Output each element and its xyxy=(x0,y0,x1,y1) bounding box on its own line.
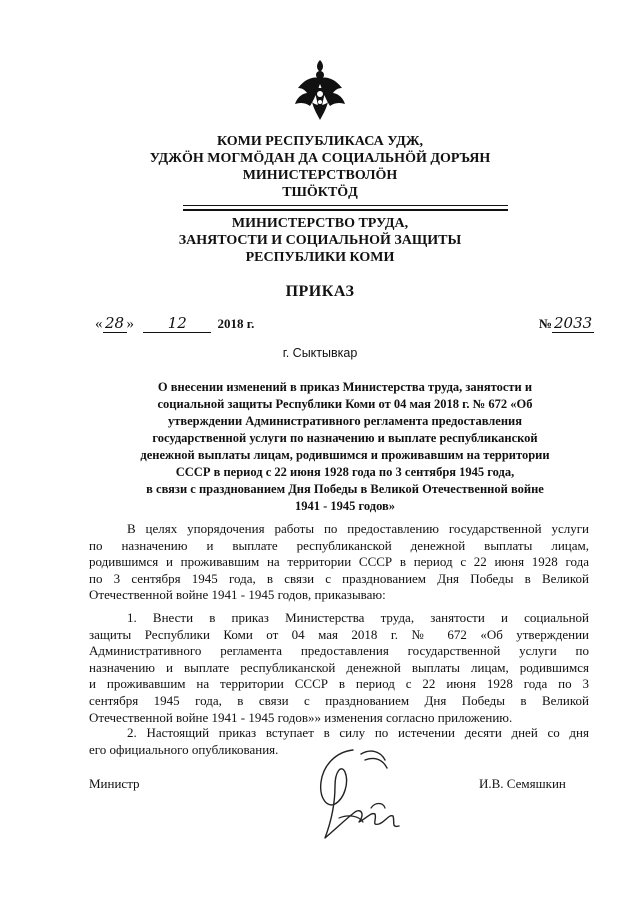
text-line: по 3 сентября 1945 года, в связи с празднованием Дня Победы в Великой xyxy=(89,570,589,586)
handwritten-signature-icon xyxy=(305,742,415,852)
header-komi-line: ТШӦКТӦД xyxy=(282,185,358,200)
header-komi-line: КОМИ РЕСПУБЛИКАСА УДЖ, xyxy=(216,134,424,149)
text-line: назначению и выплате республиканской денежной выплаты лицам, родившимся xyxy=(89,659,589,675)
subject-line: СССР в период с 22 июня 1928 года по 3 сентября 1945 года, xyxy=(175,465,515,479)
order-item-1 xyxy=(89,610,589,726)
text-line: его официального опубликования. xyxy=(89,741,279,757)
date-year: 2018 г. xyxy=(217,316,255,331)
text-line: Административного регламента предоставления государственной услуги по xyxy=(89,643,589,659)
subject-line: утверждении Административного регламента предоставления xyxy=(167,414,523,428)
text-line: Отечественной войне 1941 - 1945 годов, приказываю: xyxy=(89,587,386,603)
header-ru-line: РЕСПУБЛИКИ КОМИ xyxy=(245,250,395,265)
komi-emblem-icon xyxy=(292,58,348,122)
text-line: по назначению и выплате республиканской денежной выплаты лицам, xyxy=(89,537,589,553)
signatory-name: И.В. Семяшкин xyxy=(479,776,566,791)
order-subject xyxy=(95,379,595,515)
header-ru-line: МИНИСТЕРСТВО ТРУДА, xyxy=(231,216,409,231)
text-line: 2. Настоящий приказ вступает в силу по истечении десяти дней со дня xyxy=(127,725,589,740)
text-line: и проживавшим на территории СССР в период с 22 июня 1928 года по 3 xyxy=(89,676,589,692)
issue-city: г. Сыктывкар xyxy=(282,346,358,360)
order-date xyxy=(95,314,254,333)
order-number-label: № xyxy=(539,316,553,331)
header-ru-line: ЗАНЯТОСТИ И СОЦИАЛЬНОЙ ЗАЩИТЫ xyxy=(178,233,462,248)
text-line: защиты Республики Коми от 04 мая 2018 г. № 672 «Об утверждении xyxy=(89,626,589,642)
subject-line: государственной услуги по назначению и выплате республиканской xyxy=(152,431,538,445)
date-month: 12 xyxy=(143,314,211,333)
date-close-quote: » xyxy=(126,316,134,332)
header-divider-thin xyxy=(183,205,508,206)
preamble-paragraph xyxy=(89,521,589,604)
header-divider-thick xyxy=(183,209,508,211)
header-komi-line: МИНИСТЕРСТВОЛӦН xyxy=(242,168,398,183)
signatory-role: Министр xyxy=(89,776,140,791)
order-number xyxy=(539,314,594,333)
subject-line: О внесении изменений в приказ Министерства труда, занятости и xyxy=(157,380,533,394)
date-day: 28 xyxy=(103,314,127,333)
header-russian xyxy=(0,215,640,266)
subject-line: 1941 - 1945 годов» xyxy=(294,499,396,513)
document-title: ПРИКАЗ xyxy=(285,283,355,300)
text-line: В целях упорядочения работы по предоставлению государственной услуги xyxy=(127,521,589,536)
subject-line: социальной защиты Республики Коми от 04 мая 2018 г. № 672 «Об xyxy=(157,397,533,411)
subject-line: денежной выплаты лицам, родившимся и проживавшим на территории xyxy=(140,448,550,462)
subject-line: в связи с празднованием Дня Победы в Великой Отечественной войне xyxy=(146,482,544,496)
text-line: сентября 1945 года, в связи с празднованием Дня Победы в Великой xyxy=(89,692,589,708)
order-number-value: 2033 xyxy=(553,314,593,332)
text-line: родившимся и проживавшим на территории СССР в период с 22 июня 1928 года xyxy=(89,554,589,570)
header-komi-line: УДЖӦН МОГМӦДАН ДА СОЦИАЛЬНӦЙ ДОРЪЯН xyxy=(149,151,491,166)
text-line: 1. Внести в приказ Министерства труда, занятости и социальной xyxy=(127,610,589,625)
text-line: Отечественной войне 1941 - 1945 годов»» изменения согласно приложению. xyxy=(89,709,513,725)
header-komi xyxy=(0,133,640,201)
date-open-quote: « xyxy=(95,316,103,332)
